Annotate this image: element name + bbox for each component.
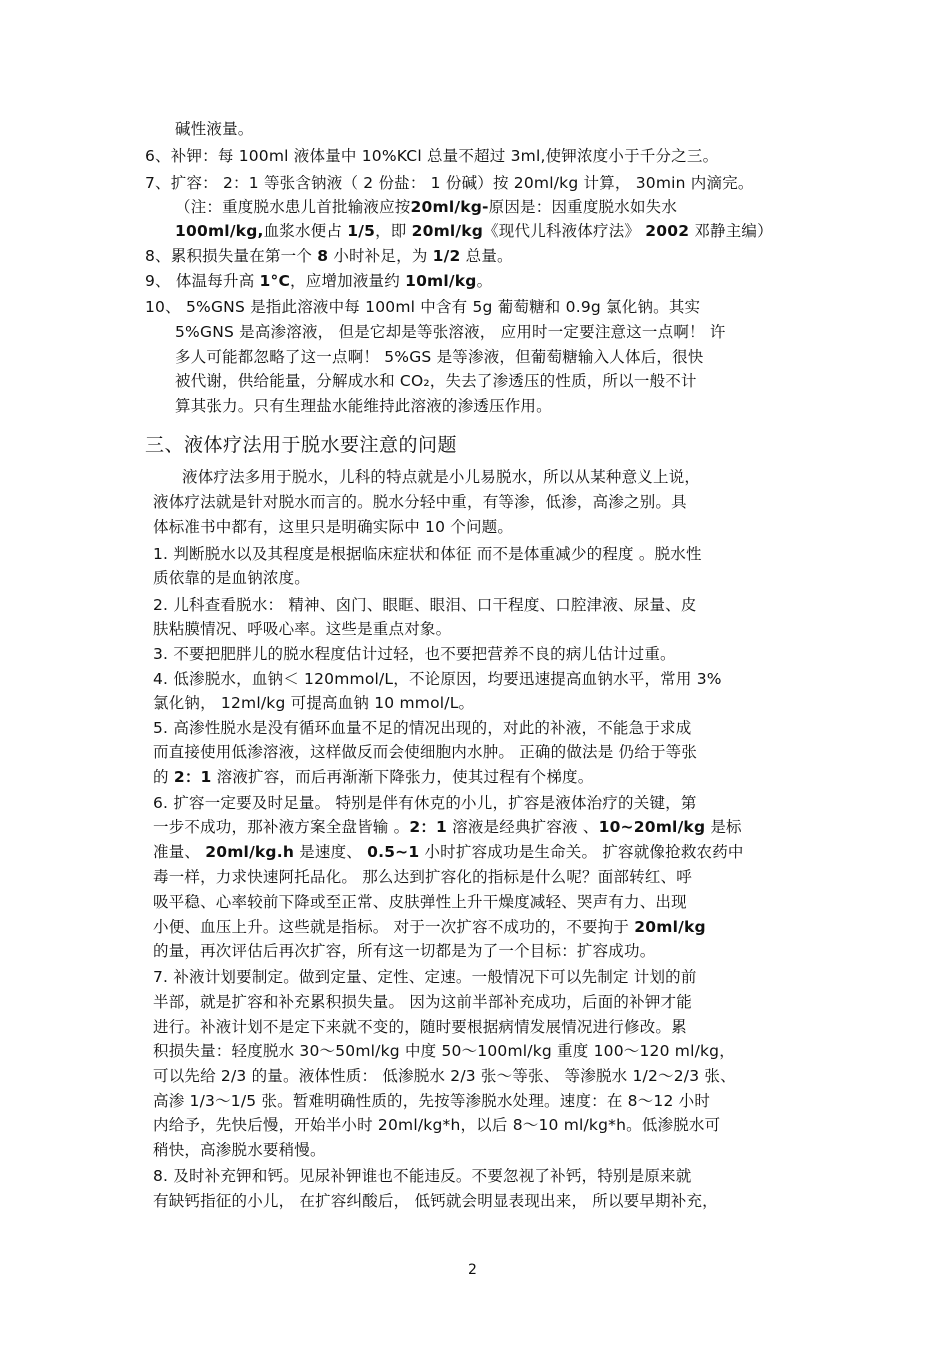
- list-item-7: 7、扩容： 2：1 等张含钠液（ 2 份盐： 1 份碱）按 20ml/kg 计算， 30min 内滴完。: [145, 174, 754, 192]
- point-6-line: 的量，再次评估后再次扩容，所有这一切都是为了一个目标：扩容成功。: [153, 942, 656, 960]
- list-item-10-line: 算其张力。只有生理盐水能维持此溶液的渗透压作用。: [175, 397, 552, 415]
- point-7-line: 半部，就是扩容和补充累积损失量。 因为这前半部补充成功，后面的补钾才能: [153, 993, 692, 1011]
- list-item-10: 10、 5%GNS 是指此溶液中每 100ml 中含有 5g 葡萄糖和 0.9g 氯化钠。其实: [145, 298, 701, 316]
- paragraph-line: 液体疗法多用于脱水，儿科的特点就是小儿易脱水，所以从某种意义上说，: [182, 468, 701, 486]
- point-7-line: 内给予，先快后慢，开始半小时 20ml/kg*h，以后 8～10 ml/kg*h。低渗脱水可: [153, 1116, 721, 1134]
- list-item-6: 6、补钾：每 100ml 液体量中 10%KCl 总量不超过 3ml,使钾浓度小于千分之三。: [145, 147, 719, 165]
- point-5-line: 而直接使用低渗溶液，这样做反而会使细胞内水肿。 正确的做法是 仍给于等张: [153, 743, 698, 761]
- point-7-line: 可以先给 2/3 的量。液体性质： 低渗脱水 2/3 张～等张、 等渗脱水 1/2～2/3 张、: [153, 1067, 736, 1085]
- point-4-line: 氯化钠， 12ml/kg 可提高血钠 10 mmol/L。: [153, 694, 475, 712]
- point-7-line: 积损失量：轻度脱水 30～50ml/kg 中度 50～100ml/kg 重度 100～120 ml/kg，: [153, 1042, 735, 1060]
- point-1-line: 质依靠的是血钠浓度。: [153, 569, 311, 587]
- paragraph-line: 液体疗法就是针对脱水而言的。脱水分轻中重，有等渗，低渗，高渗之别。具: [153, 493, 687, 511]
- point-3: 3. 不要把肥胖儿的脱水程度估计过轻，也不要把营养不良的病儿估计过重。: [153, 645, 676, 663]
- point-5-line: 的 2：1 溶液扩容，而后再渐渐下降张力，使其过程有个梯度。: [153, 768, 594, 786]
- list-item-8: 8、累积损失量在第一个 8 小时补足，为 1/2 总量。: [145, 247, 513, 265]
- point-4: 4. 低渗脱水，血钠＜ 120mmol/L，不论原因，均要迅速提高血钠水平，常用 3%: [153, 670, 722, 688]
- point-8: 8. 及时补充钾和钙。见尿补钾谁也不能违反。不要忽视了补钙，特别是原来就: [153, 1167, 692, 1185]
- point-8-line: 有缺钙指征的小儿， 在扩容纠酸后， 低钙就会明显表现出来， 所以要早期补充，: [153, 1192, 718, 1210]
- point-2: 2. 儿科查看脱水： 精神、囟门、眼眶、眼泪、口干程度、口腔津液、尿量、皮: [153, 596, 697, 614]
- point-7-line: 稍快，高渗脱水要稍慢。: [153, 1141, 326, 1159]
- list-item-7-note-cont: 100ml/kg,血浆水便占 1/5，即 20ml/kg《现代儿科液体疗法》 2002 邓静主编）: [175, 222, 773, 240]
- point-1: 1. 判断脱水以及其程度是根据临床症状和体征 而不是体重减少的程度 。脱水性: [153, 545, 702, 563]
- page-number: 2: [468, 1262, 477, 1278]
- point-6-line: 毒一样，力求快速阿托品化。 那么达到扩容化的指标是什么呢？面部转红、呼: [153, 868, 692, 886]
- point-5: 5. 高渗性脱水是没有循环血量不足的情况出现的，对此的补液，不能急于求成: [153, 719, 692, 737]
- point-2-line: 肤粘膜情况、呼吸心率。这些是重点对象。: [153, 620, 452, 638]
- text-line: 碱性液量。: [175, 120, 254, 138]
- point-6-line: 吸平稳、心率较前下降或至正常、皮肤弹性上升干燥度减轻、哭声有力、出现: [153, 893, 687, 911]
- point-6-line: 一步不成功，那补液方案全盘皆输 。2：1 溶液是经典扩容液 、10~20ml/kg 是标: [153, 818, 742, 836]
- list-item-10-line: 被代谢，供给能量，分解成水和 CO₂，失去了渗透压的性质，所以一般不计: [175, 372, 697, 390]
- section-heading: 三、液体疗法用于脱水要注意的问题: [145, 434, 458, 456]
- point-7-line: 高渗 1/3～1/5 张。暂难明确性质的，先按等渗脱水处理。速度：在 8～12 小时: [153, 1092, 711, 1110]
- point-6-line: 小便、血压上升。这些就是指标。 对于一次扩容不成功的，不要拘于 20ml/kg: [153, 918, 706, 936]
- point-7: 7. 补液计划要制定。做到定量、定性、定速。一般情况下可以先制定 计划的前: [153, 968, 697, 986]
- list-item-9: 9、 体温每升高 1°C，应增加液量约 10ml/kg。: [145, 272, 493, 290]
- point-6: 6. 扩容一定要及时足量。 特别是伴有休克的小儿，扩容是液体治疗的关键，第: [153, 794, 697, 812]
- paragraph-line: 体标准书中都有，这里只是明确实际中 10 个问题。: [153, 518, 514, 536]
- point-7-line: 进行。补液计划不是定下来就不变的，随时要根据病情发展情况进行修改。累: [153, 1018, 687, 1036]
- point-6-line: 准量、 20ml/kg.h 是速度、 0.5~1 小时扩容成功是生命关。 扩容就像抢救农药中: [153, 843, 744, 861]
- list-item-7-note: （注：重度脱水患儿首批输液应按20ml/kg-原因是：因重度脱水如失水: [175, 198, 678, 216]
- list-item-10-line: 5%GNS 是高渗溶液， 但是它却是等张溶液， 应用时一定要注意这一点啊！ 许: [175, 323, 726, 341]
- list-item-10-line: 多人可能都忽略了这一点啊！ 5%GS 是等渗液，但葡萄糖输入人体后，很快: [175, 348, 704, 366]
